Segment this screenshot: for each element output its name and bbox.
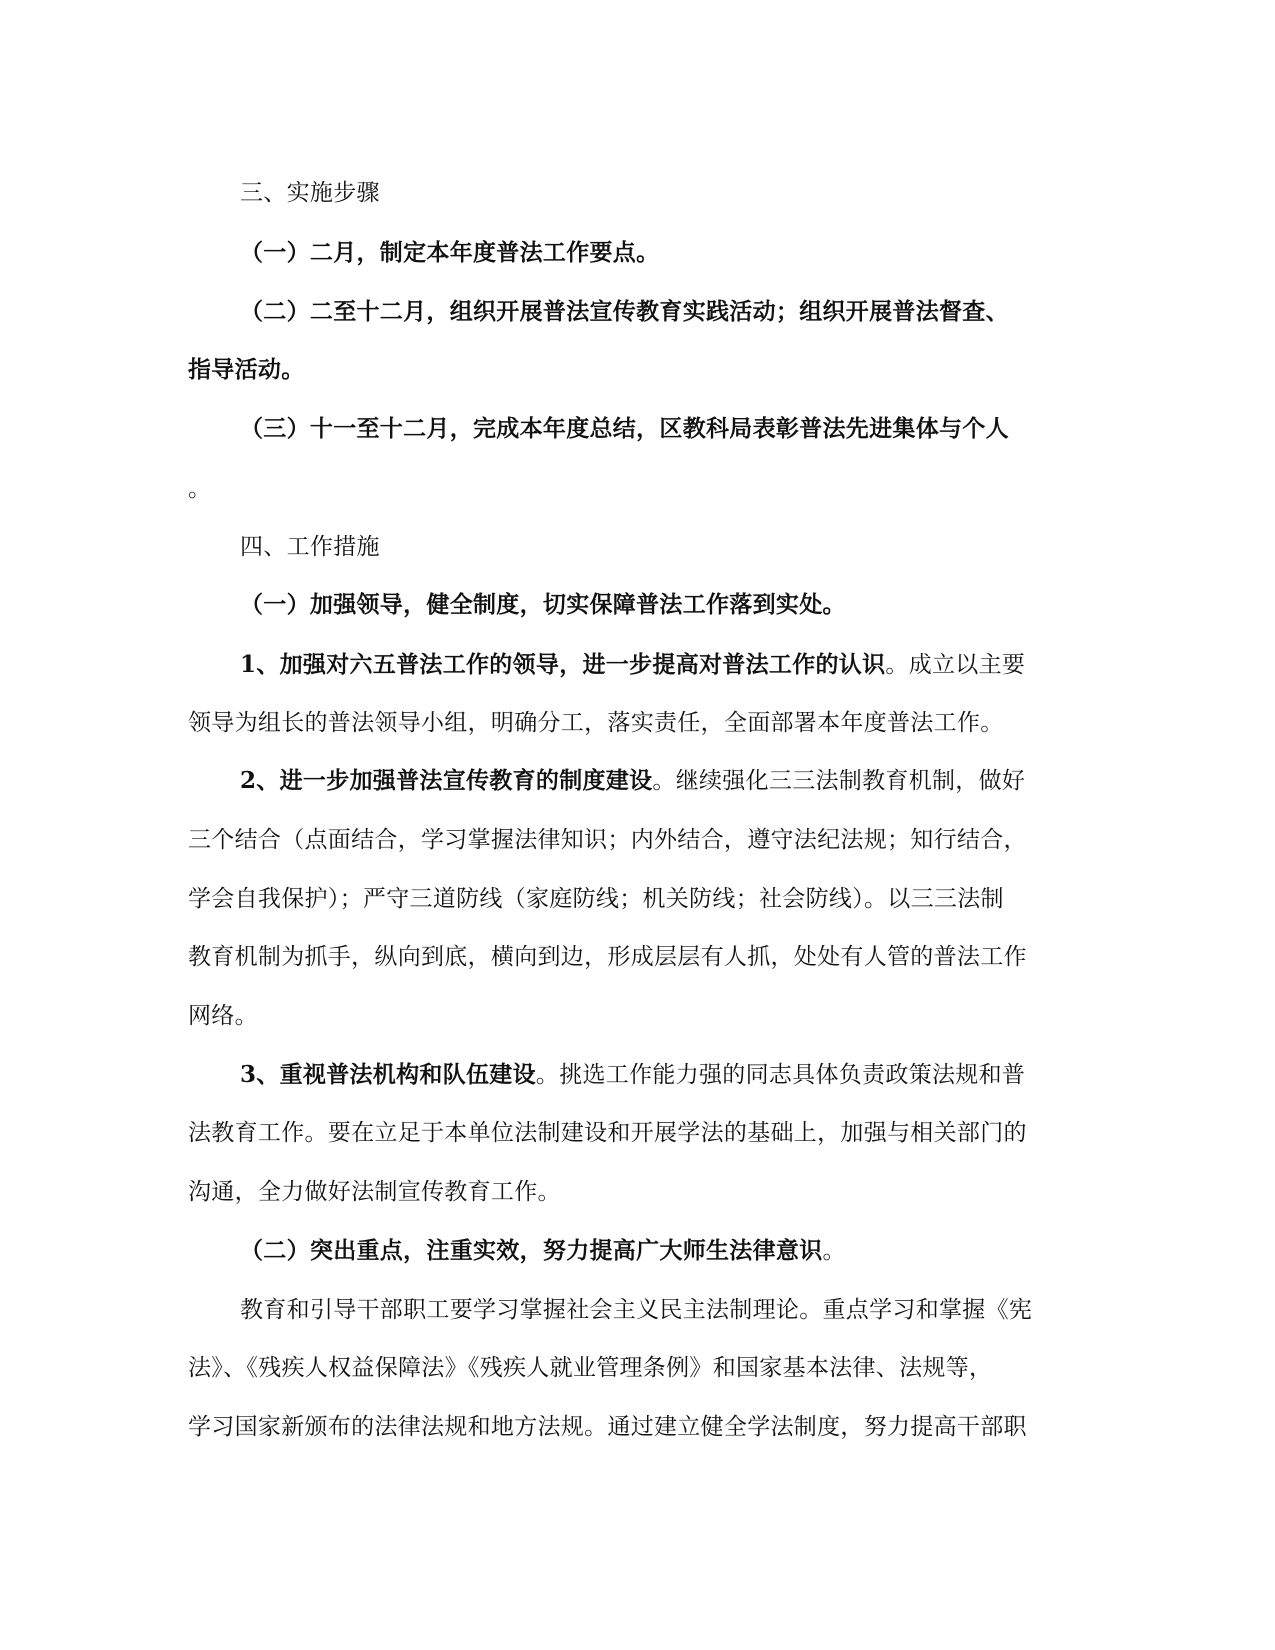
item-2-line-4: 教育机制为抓手，纵向到底，横向到边，形成层层有人抓，处处有人管的普法工作	[188, 944, 1027, 970]
measure-2-end-text: 。	[822, 1238, 846, 1264]
item-3-line-3: 沟通，全力做好法制宣传教育工作。	[188, 1179, 561, 1205]
item-2-line-3: 学会自我保护）；严守三道防线（家庭防线；机关防线；社会防线）。以三三法制	[188, 886, 1004, 912]
item-3-rest-text: 。挑选工作能力强的同志具体负责政策法规和普	[535, 1062, 1026, 1088]
item-1-bold-text: 1、加强对六五普法工作的领导，进一步提高对普法工作的认识	[240, 651, 886, 678]
item-2-line-5: 网络。	[188, 1003, 258, 1029]
step-3-line-1: （三）十一至十二月，完成本年度总结，区教科局表彰普法先进集体与个人	[240, 415, 1009, 442]
item-1-line-2: 领导为组长的普法领导小组，明确分工，落实责任，全面部署本年度普法工作。	[188, 710, 1004, 736]
step-3-line-2: 。	[188, 476, 212, 502]
step-2-line-2: 指导活动。	[188, 356, 305, 383]
paragraph-line-2: 法》、《残疾人权益保障法》《残疾人就业管理条例》和国家基本法律、法规等，	[188, 1355, 993, 1381]
step-2-line-1: （二）二至十二月，组织开展普法宣传教育实践活动；组织开展普法督查、	[240, 298, 1009, 325]
item-2-bold-text: 2、进一步加强普法宣传教育的制度建设	[240, 767, 653, 794]
item-1-line-1	[240, 650, 1025, 680]
item-3-line-1	[240, 1060, 1025, 1090]
step-1: （一）二月，制定本年度普法工作要点。	[240, 239, 660, 266]
section-heading-implementation-steps: 三、实施步骤	[240, 180, 380, 206]
item-2-line-1	[240, 766, 1025, 796]
measure-1-title: （一）加强领导，健全制度，切实保障普法工作落到实处。	[240, 591, 846, 618]
paragraph-line-3: 学习国家新颁布的法律法规和地方法规。通过建立健全学法制度，努力提高干部职	[188, 1414, 1027, 1440]
paragraph-line-1: 教育和引导干部职工要学习掌握社会主义民主法制理论。重点学习和掌握《宪	[240, 1297, 1033, 1323]
section-heading-work-measures: 四、工作措施	[240, 534, 380, 560]
measure-2-title	[240, 1236, 846, 1266]
item-3-line-2: 法教育工作。要在立足于本单位法制建设和开展学法的基础上，加强与相关部门的	[188, 1120, 1027, 1146]
item-2-line-2: 三个结合（点面结合，学习掌握法律知识；内外结合，遵守法纪法规；知行结合，	[188, 827, 1027, 853]
item-2-rest-text: 。继续强化三三法制教育机制，做好	[652, 768, 1026, 794]
item-1-rest-text: 。成立以主要	[885, 652, 1026, 678]
item-3-bold-text: 3、重视普法机构和队伍建设	[240, 1061, 536, 1088]
measure-2-bold-text: （二）突出重点，注重实效，努力提高广大师生法律意识	[240, 1237, 823, 1264]
